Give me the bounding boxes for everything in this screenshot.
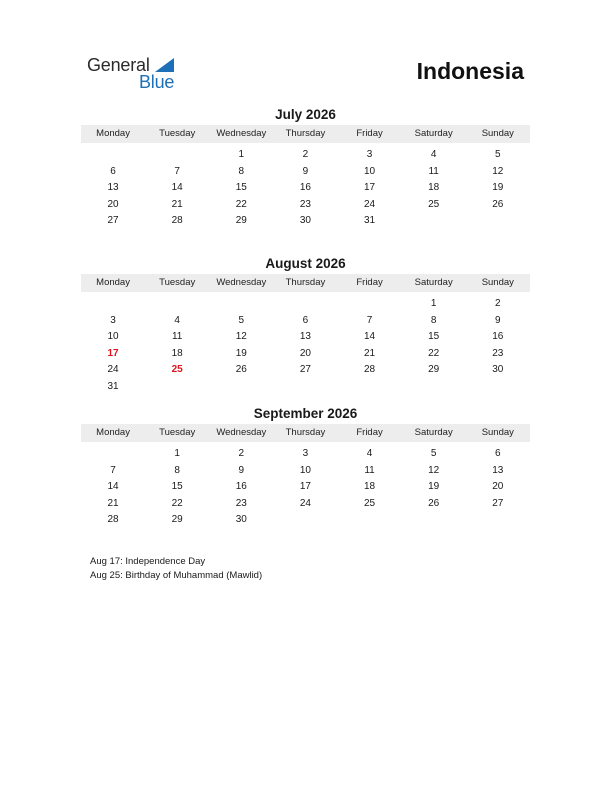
logo-general-text: General xyxy=(87,55,150,75)
day-cell xyxy=(402,512,466,529)
generalblue-logo xyxy=(87,55,187,95)
holiday-day-cell: 25 xyxy=(171,364,183,375)
day-cell: 3 xyxy=(110,314,116,326)
weekday-header: Friday xyxy=(338,424,402,442)
weekday-header: Wednesday xyxy=(209,274,273,292)
day-cell: 7 xyxy=(366,314,373,326)
day-cell: 23 xyxy=(299,198,311,210)
logo-blue-text: Blue xyxy=(139,72,175,92)
day-cell: 16 xyxy=(492,331,504,342)
day-cell: 17 xyxy=(299,481,311,492)
day-cell: 7 xyxy=(174,165,180,177)
day-cell xyxy=(81,446,145,463)
day-cell: 10 xyxy=(299,464,311,476)
day-cell: 16 xyxy=(299,182,311,193)
day-cell: 22 xyxy=(171,497,183,509)
day-cell: 3 xyxy=(302,448,309,459)
day-cell: 7 xyxy=(110,464,116,476)
day-cell xyxy=(145,147,209,164)
day-cell: 22 xyxy=(235,198,247,210)
day-cell: 30 xyxy=(235,514,247,525)
day-cell: 11 xyxy=(171,331,183,342)
weekday-header: Thursday xyxy=(273,424,337,442)
day-cell: 13 xyxy=(299,331,311,342)
calendar-grid xyxy=(81,424,530,529)
day-cell: 9 xyxy=(238,464,245,476)
day-cell: 29 xyxy=(428,364,440,375)
day-cell: 10 xyxy=(107,331,119,342)
holiday-day-cell: 17 xyxy=(107,347,119,359)
holiday-notes xyxy=(90,555,262,583)
month-title: September 2026 xyxy=(253,406,358,421)
day-cell: 11 xyxy=(364,464,375,476)
day-cell: 24 xyxy=(299,497,311,509)
day-cell: 19 xyxy=(492,182,504,193)
weekday-header: Tuesday xyxy=(145,125,209,143)
day-cell: 28 xyxy=(171,215,183,226)
day-cell: 12 xyxy=(235,331,247,342)
day-cell: 5 xyxy=(430,448,437,459)
day-cell xyxy=(145,379,209,396)
day-cell: 6 xyxy=(302,314,309,326)
day-cell: 13 xyxy=(107,182,119,193)
day-cell xyxy=(402,379,466,396)
day-cell xyxy=(466,379,530,396)
day-cell: 8 xyxy=(238,165,245,177)
weekday-header: Wednesday xyxy=(209,125,273,143)
day-cell xyxy=(338,512,402,529)
weekday-header: Saturday xyxy=(402,424,466,442)
day-cell: 5 xyxy=(238,314,245,326)
day-cell: 25 xyxy=(428,198,440,210)
day-cell: 31 xyxy=(107,380,119,392)
day-cell: 31 xyxy=(364,215,376,226)
day-cell: 5 xyxy=(495,149,501,160)
day-cell: 18 xyxy=(428,182,440,193)
weekday-header: Tuesday xyxy=(145,274,209,292)
day-cell: 20 xyxy=(492,481,504,492)
day-cell: 29 xyxy=(235,215,247,226)
weekday-header: Thursday xyxy=(273,125,337,143)
day-cell: 26 xyxy=(492,198,504,210)
calendar-grid xyxy=(81,274,530,395)
day-cell xyxy=(209,296,273,313)
day-cell xyxy=(273,379,337,396)
month-july xyxy=(81,105,530,230)
day-cell: 30 xyxy=(299,215,311,226)
day-cell: 21 xyxy=(364,347,376,359)
day-cell: 19 xyxy=(235,347,247,359)
day-cell xyxy=(209,379,273,396)
day-cell: 6 xyxy=(495,448,501,459)
month-august xyxy=(81,254,530,395)
day-cell: 14 xyxy=(171,182,183,193)
day-cell: 9 xyxy=(302,165,309,177)
day-cell: 1 xyxy=(238,149,245,160)
weekday-header: Sunday xyxy=(466,125,530,143)
day-cell: 30 xyxy=(492,364,504,375)
day-cell: 3 xyxy=(366,149,373,160)
weekday-header: Wednesday xyxy=(209,424,273,442)
day-cell: 4 xyxy=(174,314,180,326)
day-cell: 27 xyxy=(492,497,504,509)
holiday-note: Aug 25: Birthday of Muhammad (Mawlid) xyxy=(90,570,263,581)
day-cell: 8 xyxy=(430,314,437,326)
day-cell: 4 xyxy=(366,448,373,459)
day-cell: 21 xyxy=(107,497,119,509)
day-cell: 18 xyxy=(171,347,183,359)
day-cell: 2 xyxy=(238,448,245,459)
day-cell: 23 xyxy=(235,497,247,509)
day-cell: 8 xyxy=(174,464,180,476)
day-cell xyxy=(273,296,337,313)
day-cell xyxy=(81,147,145,164)
day-cell: 26 xyxy=(428,497,440,509)
month-title: July 2026 xyxy=(275,107,336,122)
day-cell: 27 xyxy=(107,215,119,226)
day-cell: 17 xyxy=(364,182,376,193)
weekday-header: Saturday xyxy=(402,274,466,292)
weekday-header: Saturday xyxy=(402,125,466,143)
holiday-note: Aug 17: Independence Day xyxy=(90,556,206,567)
weekday-header: Monday xyxy=(81,424,145,442)
day-cell: 13 xyxy=(492,464,504,476)
day-cell: 23 xyxy=(492,347,504,359)
day-cell: 1 xyxy=(430,298,437,309)
logo-triangle-icon xyxy=(155,58,174,72)
month-title: August 2026 xyxy=(265,256,346,271)
day-cell: 15 xyxy=(171,481,183,492)
day-cell: 26 xyxy=(235,364,247,375)
weekday-header: Friday xyxy=(338,274,402,292)
day-cell: 15 xyxy=(235,182,247,193)
day-cell: 6 xyxy=(110,165,116,177)
weekday-header: Thursday xyxy=(273,274,337,292)
day-cell: 2 xyxy=(302,149,309,160)
day-cell: 19 xyxy=(428,481,440,492)
day-cell xyxy=(145,296,209,313)
day-cell: 12 xyxy=(428,464,440,476)
day-cell: 10 xyxy=(364,165,376,177)
day-cell: 2 xyxy=(495,298,501,309)
day-cell: 18 xyxy=(364,481,376,492)
day-cell: 24 xyxy=(364,198,376,210)
weekday-header: Monday xyxy=(81,125,145,143)
day-cell: 28 xyxy=(107,514,119,525)
day-cell xyxy=(273,512,337,529)
day-cell: 12 xyxy=(492,165,504,177)
day-cell: 28 xyxy=(364,364,376,375)
weekday-header: Friday xyxy=(338,125,402,143)
weekday-header: Sunday xyxy=(466,274,530,292)
day-cell xyxy=(402,213,466,230)
day-cell: 22 xyxy=(428,347,440,359)
weekday-header: Tuesday xyxy=(145,424,209,442)
day-cell: 16 xyxy=(235,481,247,492)
day-cell xyxy=(466,512,530,529)
month-september xyxy=(81,404,530,529)
day-cell xyxy=(81,296,145,313)
day-cell: 29 xyxy=(171,514,183,525)
day-cell xyxy=(338,379,402,396)
day-cell: 15 xyxy=(428,331,440,342)
day-cell: 9 xyxy=(495,314,501,326)
day-cell: 25 xyxy=(364,497,376,509)
day-cell: 20 xyxy=(107,198,119,210)
day-cell: 27 xyxy=(299,364,311,375)
day-cell: 20 xyxy=(299,347,311,359)
day-cell xyxy=(466,213,530,230)
calendar-grid xyxy=(81,125,530,230)
day-cell: 11 xyxy=(428,165,439,177)
weekday-header: Monday xyxy=(81,274,145,292)
day-cell: 21 xyxy=(171,198,183,210)
day-cell: 14 xyxy=(107,481,119,492)
country-title: Indonesia xyxy=(416,58,524,84)
day-cell: 4 xyxy=(430,149,437,160)
day-cell: 1 xyxy=(174,448,180,459)
day-cell: 24 xyxy=(107,364,119,375)
day-cell xyxy=(338,296,402,313)
weekday-header: Sunday xyxy=(466,424,530,442)
day-cell: 14 xyxy=(364,331,376,342)
